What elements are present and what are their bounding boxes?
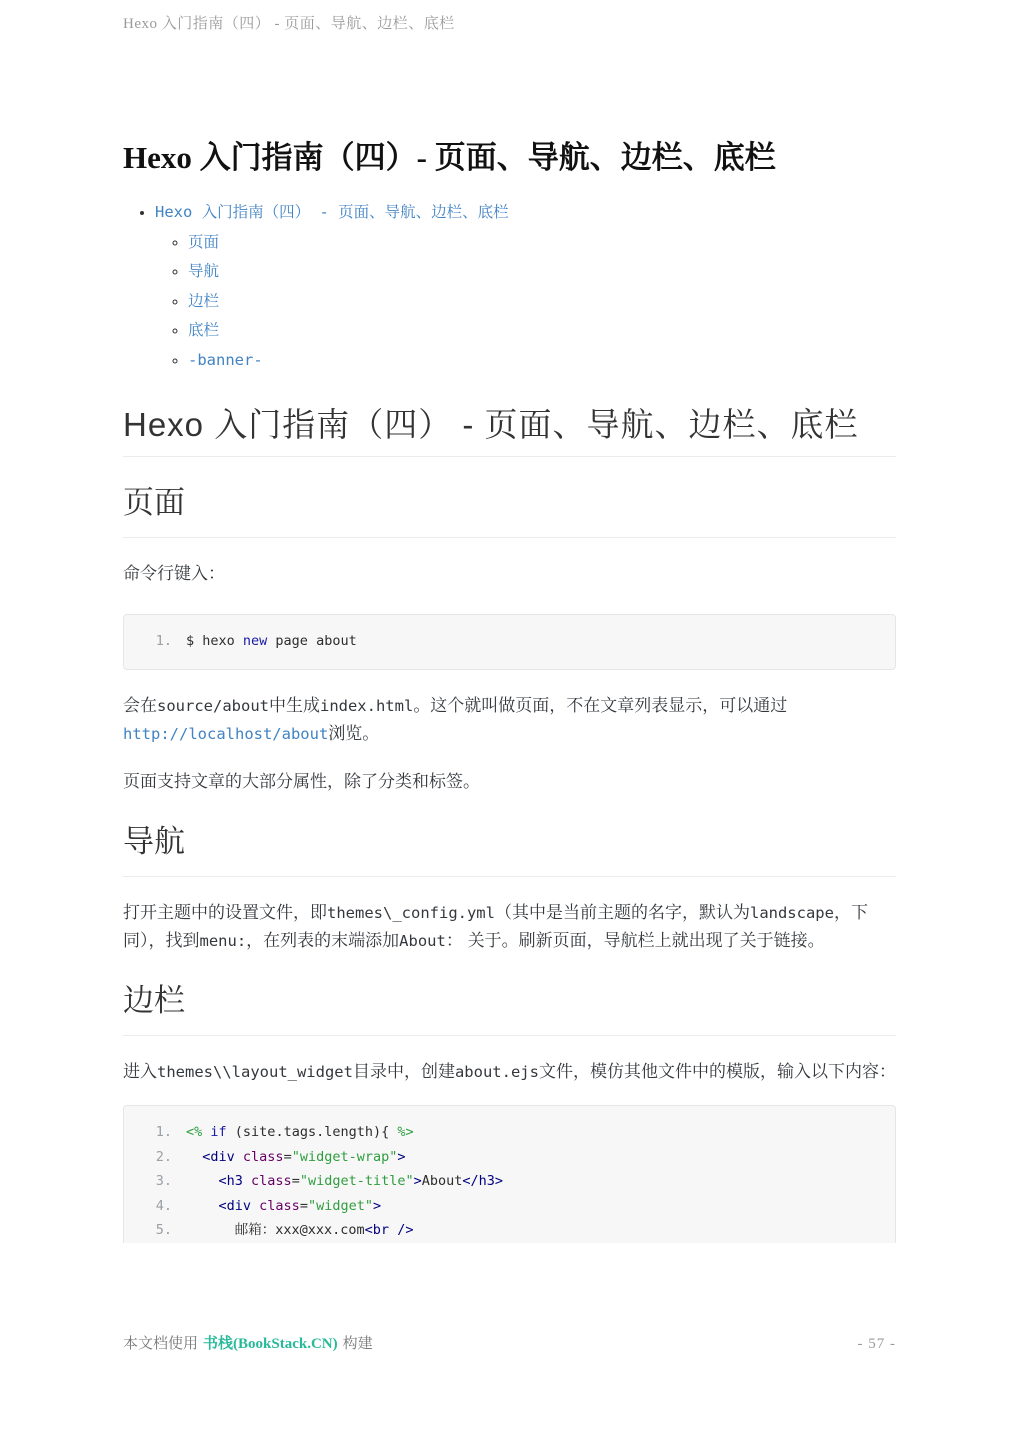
text-segment: about.ejs xyxy=(454,1063,539,1081)
text-segment: landscape xyxy=(749,904,834,922)
text-segment: <div xyxy=(218,1197,252,1214)
text-segment: themes\\layout_widget xyxy=(157,1063,353,1081)
toc-link-footerbar[interactable]: 底栏 xyxy=(188,321,220,339)
toc-item xyxy=(188,257,896,287)
text-segment: themes\_config.yml xyxy=(327,904,495,922)
toc-item xyxy=(188,346,896,376)
code-line xyxy=(146,630,877,652)
code-line xyxy=(146,1169,877,1194)
text-segment: = xyxy=(291,1173,300,1190)
footer-credit-suffix: 构建 xyxy=(342,1336,373,1352)
footer-credit xyxy=(123,1332,373,1353)
text-segment xyxy=(251,1198,259,1214)
line-number: 2. xyxy=(155,1148,172,1165)
text-segment: "widget-title" xyxy=(299,1173,414,1190)
paragraph-page-result xyxy=(123,692,896,748)
code-text xyxy=(186,1169,503,1194)
code-line xyxy=(146,1145,877,1170)
paragraph-sidebar xyxy=(123,1058,896,1086)
text-segment xyxy=(186,1198,219,1214)
code-block-widget-template xyxy=(123,1105,896,1243)
text-segment: 打开主题中的设置文件，即 xyxy=(123,903,327,922)
localhost-about-link[interactable]: http://localhost/about xyxy=(123,725,329,743)
line-number: 3. xyxy=(155,1173,172,1190)
text-segment: $ hexo xyxy=(186,633,243,649)
toc-link-banner[interactable]: -banner- xyxy=(188,350,263,369)
section-heading-page: 页面 xyxy=(123,483,896,538)
footer-credit-prefix: 本文档使用 xyxy=(123,1336,199,1352)
toc-item xyxy=(188,287,896,317)
table-of-contents xyxy=(123,198,896,375)
text-segment: 文件，模仿其他文件中的模版，输入以下内容： xyxy=(538,1062,896,1081)
text-segment: class xyxy=(251,1173,292,1190)
code-text xyxy=(186,630,357,652)
text-segment: %> xyxy=(397,1124,414,1140)
line-number: 4. xyxy=(155,1197,172,1214)
text-segment: 中生成 xyxy=(268,696,320,715)
text-segment: > xyxy=(397,1148,406,1165)
code-text xyxy=(186,1194,381,1219)
page-footer xyxy=(123,1332,896,1353)
toc-item xyxy=(188,316,896,346)
text-segment: index.html xyxy=(319,697,414,715)
text-segment: 进入 xyxy=(123,1062,157,1081)
text-segment: 目录中，创建 xyxy=(352,1062,455,1081)
text-segment: About xyxy=(421,1173,463,1190)
text-segment: <h3 xyxy=(218,1173,243,1190)
text-segment: "widget-wrap" xyxy=(291,1148,398,1165)
text-segment xyxy=(235,1149,243,1165)
text-segment: ，下同），找到 xyxy=(123,903,868,950)
toc-link-sidebar[interactable]: 边栏 xyxy=(188,291,220,310)
running-header: Hexo 入门指南（四） - 页面、导航、边栏、底栏 xyxy=(123,16,455,32)
text-segment: <div xyxy=(202,1148,235,1165)
text-segment: 邮箱：xxx@xxx.com xyxy=(186,1222,365,1239)
code-text xyxy=(186,1120,414,1145)
code-line xyxy=(146,1218,877,1243)
section-heading-sidebar: 边栏 xyxy=(123,981,896,1036)
text-segment: > xyxy=(413,1173,422,1190)
text-segment xyxy=(186,1149,202,1165)
code-text xyxy=(186,1218,413,1243)
text-segment: if xyxy=(210,1124,227,1140)
section-heading-nav: 导航 xyxy=(123,822,896,877)
toc-item xyxy=(188,228,896,258)
text-segment: 浏览。 xyxy=(328,724,380,743)
code-text xyxy=(186,1145,406,1170)
text-segment: "widget" xyxy=(307,1197,373,1214)
paragraph-nav xyxy=(123,899,896,955)
section-nav xyxy=(123,822,896,955)
code-line xyxy=(146,1194,877,1219)
text-segment: About xyxy=(399,932,446,950)
page-number: - 57 - xyxy=(857,1336,896,1352)
text-segment: ： 关于。刷新页面，导航栏上就出现了关于链接。 xyxy=(445,931,825,950)
text-segment: <% xyxy=(186,1124,203,1140)
text-segment xyxy=(186,1173,219,1189)
toc-link-main[interactable]: Hexo 入门指南（四） - 页面、导航、边栏、底栏 xyxy=(155,203,509,221)
toc-item-main xyxy=(155,198,896,375)
text-segment: 会在 xyxy=(123,696,157,715)
text-segment: page about xyxy=(267,633,357,649)
text-segment: = xyxy=(299,1197,308,1214)
line-number: 1. xyxy=(155,633,172,649)
text-segment: /> xyxy=(397,1222,414,1239)
code-line xyxy=(146,1120,877,1145)
text-segment: = xyxy=(283,1148,292,1165)
text-segment: menu: xyxy=(199,932,247,950)
article-heading: Hexo 入门指南（四） - 页面、导航、边栏、底栏 xyxy=(123,401,896,457)
text-segment: <br xyxy=(364,1222,390,1239)
section-page xyxy=(123,483,896,796)
paragraph-page-note: 页面支持文章的大部分属性，除了分类和标签。 xyxy=(123,772,480,791)
text-segment: new xyxy=(242,633,268,649)
text-segment: (site.tags.length){ xyxy=(226,1124,398,1140)
section-sidebar xyxy=(123,981,896,1243)
code-block-shell-command xyxy=(123,614,896,670)
text-segment: > xyxy=(372,1197,382,1214)
toc-link-page[interactable]: 页面 xyxy=(188,232,220,251)
text-segment: （其中是当前主题的名字，默认为 xyxy=(494,903,750,922)
line-number: 5. xyxy=(155,1222,172,1239)
line-number: 1. xyxy=(155,1124,172,1140)
paragraph-intro: 命令行键入： xyxy=(123,564,225,583)
text-segment xyxy=(243,1173,251,1189)
page-content xyxy=(123,0,896,1243)
text-segment: class xyxy=(259,1197,300,1214)
text-segment: source/about xyxy=(157,697,269,715)
text-segment: class xyxy=(242,1148,284,1165)
text-segment: ，在列表的末端添加 xyxy=(246,931,400,950)
text-segment xyxy=(389,1222,397,1238)
toc-sublist xyxy=(155,228,896,376)
text-segment: </h3> xyxy=(462,1173,504,1190)
bookstack-brand: 书栈(BookStack.CN) xyxy=(203,1336,338,1352)
document-title: Hexo 入门指南（四）- 页面、导航、边栏、底栏 xyxy=(123,140,776,175)
text-segment: 。这个就叫做页面，不在文章列表显示，可以通过 xyxy=(413,696,788,715)
toc-link-nav[interactable]: 导航 xyxy=(188,262,220,280)
